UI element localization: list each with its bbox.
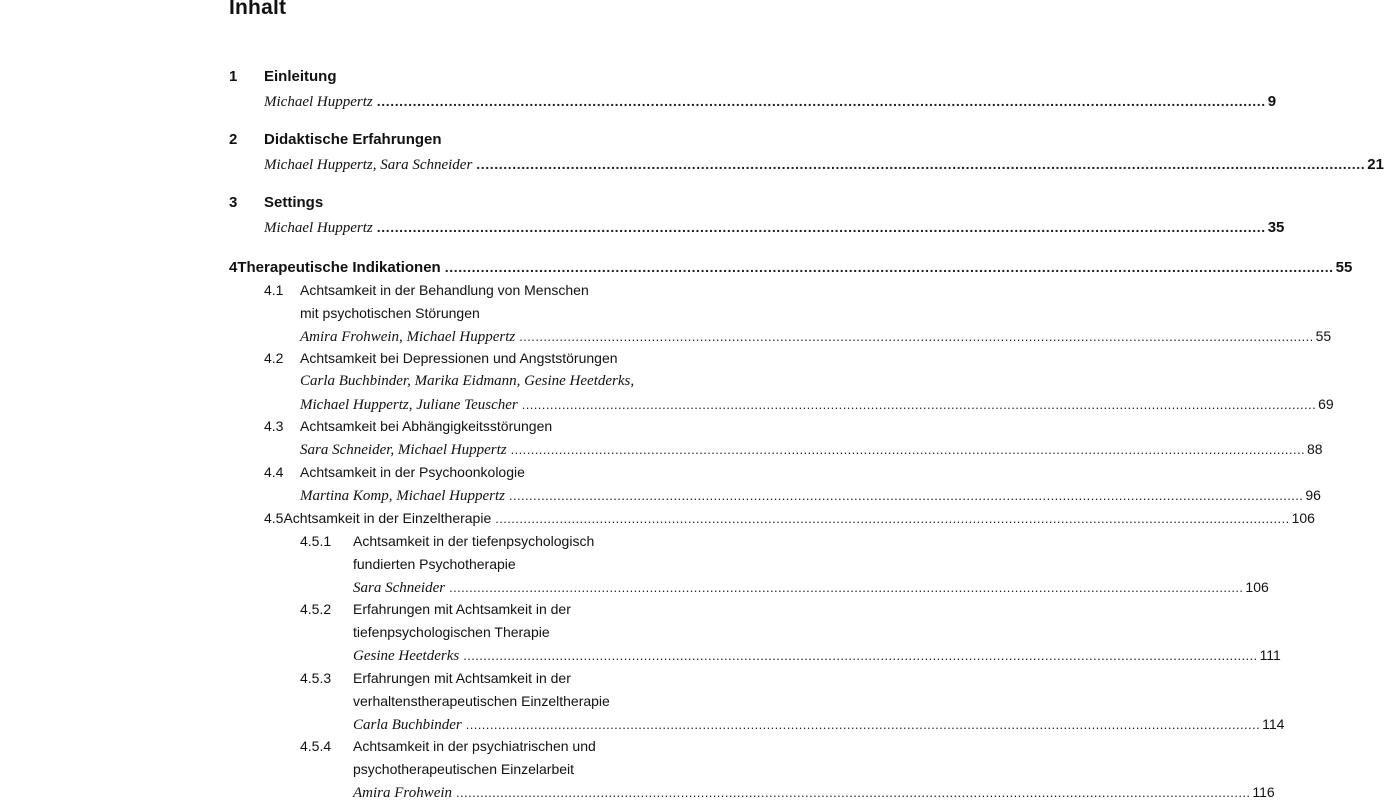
author: Sara Schneider (353, 580, 446, 596)
section-4-2-heading[interactable] (264, 347, 618, 369)
section-4-1-title-continuation (300, 302, 480, 324)
subsection-4-5-2-title-continuation (353, 621, 550, 643)
page-number: 69 (1318, 396, 1334, 412)
subsection-4-5-1-title-continuation (353, 553, 516, 575)
page-number: 55 (1335, 259, 1353, 276)
subsection-title: fundierten Psychotherapie (353, 556, 516, 572)
subsection-4-5-2-heading[interactable] (300, 598, 571, 620)
section-title: Achtsamkeit bei Depressionen und Angststörungen (300, 350, 618, 366)
author: Amira Frohwein, Michael Huppertz (300, 329, 516, 345)
author: Amira Frohwein (353, 785, 453, 801)
subsection-4-5-1-heading[interactable] (300, 530, 594, 552)
subsection-title: Erfahrungen mit Achtsamkeit in der (353, 601, 571, 617)
section-number: 4.4 (264, 464, 284, 480)
leader-dots: ...................................................................................................................................................................................................... (444, 259, 1334, 275)
leader-dots: ...................................................................................................................................................................................................... (456, 785, 1251, 800)
author: Gesine Heetderks (353, 648, 460, 664)
subsection-number: 4.5.3 (300, 670, 332, 686)
subsection-title: Erfahrungen mit Achtsamkeit in der (353, 670, 571, 686)
subsection-4-5-1-author-line[interactable] (353, 576, 1269, 598)
leader-dots: ...................................................................................................................................................................................................... (519, 329, 1314, 344)
section-number: 4.3 (264, 418, 284, 434)
author: Michael Huppertz, Sara Schneider (264, 157, 473, 173)
section-number: 4.2 (264, 350, 284, 366)
page-number: 114 (1262, 716, 1285, 732)
subsection-4-5-2-author-line[interactable] (353, 644, 1281, 666)
page-number: 116 (1252, 784, 1275, 800)
chapter-number: 2 (229, 131, 238, 148)
section-4-3-author-line[interactable] (300, 438, 1323, 460)
page-number: 106 (1245, 579, 1269, 595)
subsection-title: psychotherapeutischen Einzelarbeit (353, 761, 575, 777)
section-title: Achtsamkeit in der Einzeltherapie (283, 510, 492, 526)
subsection-4-5-4-title-continuation (353, 758, 574, 780)
section-title: Achtsamkeit in der Behandlung von Menschen (300, 282, 589, 298)
page-number: 111 (1259, 647, 1281, 663)
subsection-4-5-3-heading[interactable] (300, 667, 571, 689)
page-number: 9 (1267, 93, 1277, 110)
page-number: 88 (1306, 441, 1323, 457)
subsection-4-5-3-title-continuation (353, 690, 610, 712)
section-4-5-heading[interactable] (264, 507, 1315, 529)
leader-dots: ...................................................................................................................................................................................................... (521, 397, 1317, 412)
chapter-number: 4 (229, 259, 238, 276)
page-title: Inhalt (229, 0, 287, 19)
chapter-2-author-line[interactable] (264, 153, 1384, 175)
leader-dots: ...................................................................................................................................................................................................... (510, 442, 1305, 457)
subsection-title: Achtsamkeit in der tiefenpsychologisch (353, 533, 595, 549)
author: Michael Huppertz (264, 94, 373, 110)
author: Michael Huppertz, Juliane Teuscher (300, 397, 518, 413)
section-4-3-heading[interactable] (264, 415, 552, 437)
section-title: Achtsamkeit in der Psychoonkologie (300, 464, 525, 480)
page-number: 55 (1315, 328, 1332, 344)
subsection-title: Achtsamkeit in der psychiatrischen und (353, 738, 596, 754)
leader-dots: ...................................................................................................................................................................................................... (508, 488, 1304, 503)
leader-dots: ...................................................................................................................................................................................................... (476, 156, 1366, 172)
chapter-4-heading[interactable] (229, 256, 1353, 278)
chapter-title: Einleitung (264, 68, 337, 85)
leader-dots: ...................................................................................................................................................................................................... (376, 93, 1266, 109)
page-number: 35 (1267, 219, 1285, 236)
leader-dots: ...................................................................................................................................................................................................... (376, 219, 1266, 235)
section-4-4-author-line[interactable] (300, 484, 1321, 506)
section-number: 4.1 (264, 282, 284, 298)
chapter-3-heading[interactable] (229, 192, 323, 214)
author: Carla Buchbinder, Marika Eidmann, Gesine Heetderks, (300, 373, 635, 389)
chapter-title: Settings (264, 194, 324, 211)
section-4-4-heading[interactable] (264, 461, 525, 483)
author: Sara Schneider, Michael Huppertz (300, 442, 507, 458)
leader-dots: ...................................................................................................................................................................................................... (495, 511, 1290, 526)
chapter-title: Therapeutische Indikationen (237, 259, 441, 276)
section-number: 4.5 (264, 510, 284, 526)
subsection-number: 4.5.4 (300, 738, 332, 754)
subsection-number: 4.5.1 (300, 533, 332, 549)
chapter-1-heading[interactable] (229, 66, 337, 88)
author: Michael Huppertz (264, 220, 373, 236)
chapter-3-author-line[interactable] (264, 216, 1285, 238)
leader-dots: ...................................................................................................................................................................................................... (463, 648, 1258, 663)
leader-dots: ...................................................................................................................................................................................................... (449, 580, 1244, 595)
section-4-1-heading[interactable] (264, 279, 589, 301)
subsection-4-5-3-author-line[interactable] (353, 713, 1285, 735)
chapter-number: 1 (229, 68, 238, 85)
subsection-number: 4.5.2 (300, 601, 332, 617)
section-title: mit psychotischen Störungen (300, 305, 480, 321)
subsection-4-5-4-author-line[interactable] (353, 781, 1275, 803)
author: Carla Buchbinder (353, 717, 462, 733)
chapter-2-heading[interactable] (229, 129, 442, 151)
section-4-2-author-line-1 (300, 370, 634, 392)
subsection-4-5-4-heading[interactable] (300, 735, 596, 757)
page-number: 21 (1367, 156, 1384, 173)
subsection-title: verhaltenstherapeutischen Einzeltherapie (353, 693, 610, 709)
page-number: 96 (1305, 487, 1321, 503)
subsection-title: tiefenpsychologischen Therapie (353, 624, 550, 640)
author: Martina Komp, Michael Huppertz (300, 488, 505, 504)
section-title: Achtsamkeit bei Abhängigkeitsstörungen (300, 418, 553, 434)
chapter-number: 3 (229, 194, 238, 211)
leader-dots: ...................................................................................................................................................................................................... (465, 717, 1261, 732)
chapter-1-author-line[interactable] (264, 90, 1277, 112)
section-4-1-author-line[interactable] (300, 325, 1332, 347)
page-number: 106 (1291, 510, 1315, 526)
chapter-title: Didaktische Erfahrungen (264, 131, 442, 148)
section-4-2-author-line-2[interactable] (300, 393, 1334, 415)
